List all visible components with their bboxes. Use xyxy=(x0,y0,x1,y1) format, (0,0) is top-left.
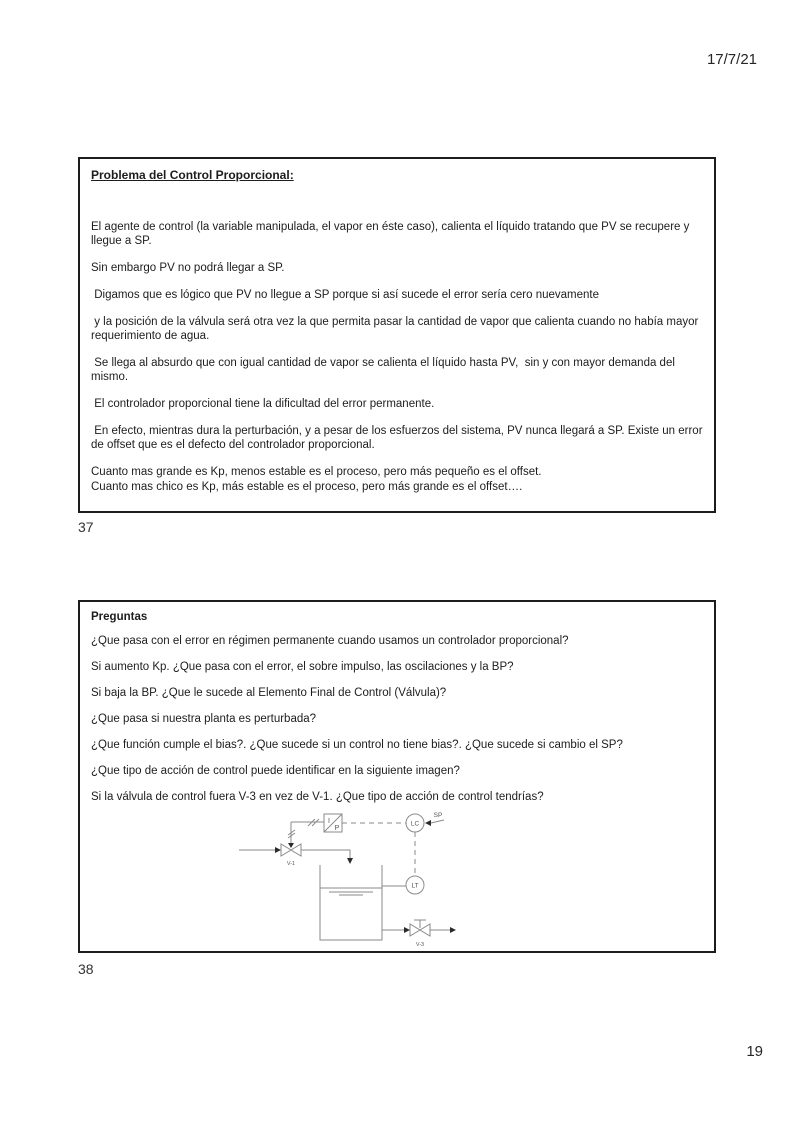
paragraph: Se llega al absurdo que con igual cantidad de vapor se calienta el líquido hasta PV, sin y con mayor demanda del mismo. xyxy=(91,357,679,383)
header-date: 17/7/21 xyxy=(706,51,757,68)
liquid-surface-marks xyxy=(329,892,373,895)
question: ¿Que función cumple el bias?. ¿Que sucede si un control no tiene bias?. ¿Que sucede si cambio el SP? xyxy=(91,739,623,751)
lc-label: LC xyxy=(410,820,420,828)
page-number: 19 xyxy=(746,1043,763,1060)
valve-v1-icon xyxy=(291,844,301,856)
paragraph: En efecto, mientras dura la perturbación, y a pesar de los esfuerzos del sistema, PV nunca llegará a SP. Existe un error de offset que es el defecto del controlador proporcional. xyxy=(91,425,706,451)
paragraph: Digamos que es lógico que PV no llegue a SP porque si así sucede el error sería cero nuevamente xyxy=(91,289,600,301)
paragraph: y la posición de la válvula será otra vez la que permita pasar la cantidad de vapor que calienta cuando no había mayor requerimiento de agua. xyxy=(91,316,702,342)
pid-diagram-svg xyxy=(230,802,480,957)
flow-arrow-icon xyxy=(404,927,410,933)
inlet-arrow-icon xyxy=(347,858,353,864)
paragraph: Sin embargo PV no podrá llegar a SP. xyxy=(91,262,285,274)
question: Si baja la BP. ¿Que le sucede al Elemento Final de Control (Válvula)? xyxy=(91,687,447,699)
lt-label: LT xyxy=(411,882,419,890)
v3-label: V-3 xyxy=(415,942,425,948)
inlet-downpipe-line xyxy=(301,850,350,859)
sp-arrow-icon xyxy=(425,820,431,826)
level-control-diagram xyxy=(230,802,480,957)
flow-arrow-icon xyxy=(275,847,281,853)
slide-38-title: Preguntas xyxy=(91,611,148,623)
valve-v1-icon xyxy=(281,844,291,856)
paragraph: Cuanto mas grande es Kp, menos estable es el proceso, pero más pequeño es el offset. xyxy=(91,466,542,478)
valve-v1-actuator-icon xyxy=(288,843,294,848)
question: ¿Que tipo de acción de control puede identificar en la siguiente imagen? xyxy=(91,765,460,777)
valve-v3-icon xyxy=(420,924,430,936)
tank-outline xyxy=(320,865,382,940)
paragraph: El controlador proporcional tiene la dificultad del error permanente. xyxy=(91,398,435,410)
flow-arrow-icon xyxy=(450,927,456,933)
v1-label: V-1 xyxy=(286,861,296,867)
slide-37-number: 37 xyxy=(78,519,94,535)
question: ¿Que pasa si nuestra planta es perturbada? xyxy=(91,713,317,725)
sp-label: SP xyxy=(433,812,443,819)
paragraph: Cuanto mas chico es Kp, más estable es el proceso, pero más grande es el offset…. xyxy=(91,481,523,493)
slide-38-frame xyxy=(78,600,716,953)
sp-line xyxy=(431,820,444,823)
slide-38-number: 38 xyxy=(78,961,94,977)
ip-label-i: I xyxy=(328,818,330,825)
question: Si la válvula de control fuera V-3 en vez de V-1. ¿Que tipo de acción de control tendrías? xyxy=(91,791,544,803)
valve-v3-icon xyxy=(410,924,420,936)
paragraph: El agente de control (la variable manipulada, el vapor en éste caso), calienta el líquido tratando que PV se recupere y llegue a SP. xyxy=(91,221,693,247)
valve-v3-handle-icon xyxy=(414,920,426,928)
question: ¿Que pasa con el error en régimen permanente cuando usamos un controlador proporcional? xyxy=(91,635,569,647)
question: Si aumento Kp. ¿Que pasa con el error, el sobre impulso, las oscilaciones y la BP? xyxy=(91,661,514,673)
slide-37-title: Problema del Control Proporcional: xyxy=(91,168,294,182)
ip-label-p: P xyxy=(334,825,340,832)
slide-37-frame xyxy=(78,157,716,513)
